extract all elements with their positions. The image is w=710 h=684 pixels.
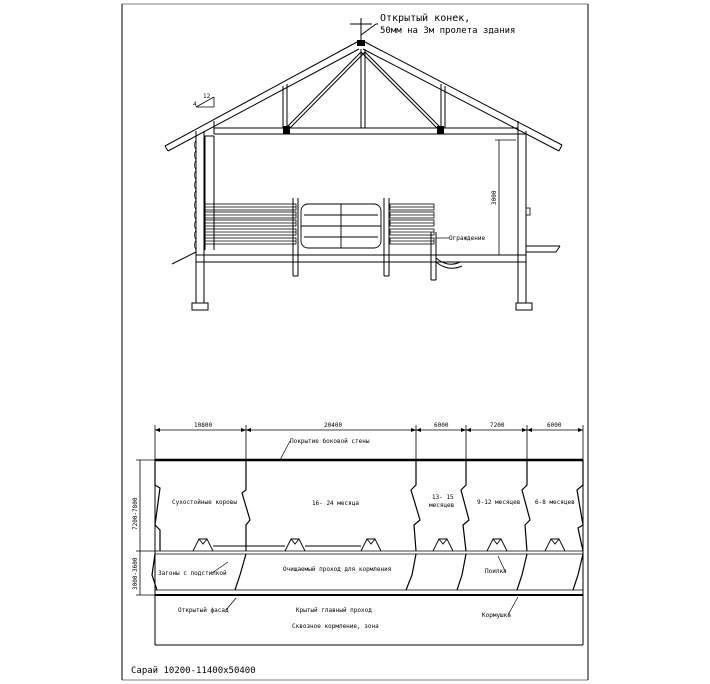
- zone-dry-cows: Сухостойные коровы: [172, 499, 238, 506]
- slope-run-label: 12: [203, 93, 211, 100]
- drawing-caption: Сарай 10200-11400х50400: [131, 666, 256, 676]
- floor-plan: [132, 422, 583, 645]
- fence-label: Ограждение: [449, 235, 486, 242]
- cross-section: [165, 12, 562, 310]
- feeder-label: Кормушка: [482, 612, 511, 619]
- drinker-label: Поилка: [485, 568, 507, 575]
- left-dim-lower: 3000-3600: [132, 557, 139, 590]
- open-facade-label: Открытый фасад: [178, 607, 229, 614]
- dim-5: 6000: [547, 422, 562, 429]
- zone-9-12: 9-12 месяцев: [477, 499, 521, 506]
- feed-alley-label: Очищаемый проход для кормления: [283, 566, 392, 573]
- height-dimension: 3000: [491, 190, 498, 205]
- dim-2: 20400: [324, 422, 343, 429]
- left-dim-upper: 7200-7800: [132, 497, 139, 530]
- pens-bedding-label: Загоны с подстилкой: [158, 570, 227, 577]
- dim-3: 6000: [434, 422, 449, 429]
- through-feeding-label: Сквозное кормление, зона: [292, 623, 379, 630]
- slope-rise-label: 4: [193, 101, 197, 108]
- ridge-note-line1: Открытый конек,: [380, 13, 471, 24]
- ridge-note-line2: 50мм на 3м пролета здания: [380, 26, 516, 36]
- zone-16-24: 16- 24 месяца: [312, 500, 359, 507]
- zone-13-15-b: месяцев: [429, 502, 455, 509]
- dim-4: 7200: [490, 422, 505, 429]
- zone-13-15-a: 13- 15: [432, 494, 454, 501]
- dim-1: 10800: [194, 422, 213, 429]
- side-wall-cover-label: Покрытие боковой стены: [290, 438, 370, 445]
- zone-6-8: 6-8 месяцев: [535, 499, 575, 506]
- covered-alley-label: Крытый главный проход: [296, 607, 372, 614]
